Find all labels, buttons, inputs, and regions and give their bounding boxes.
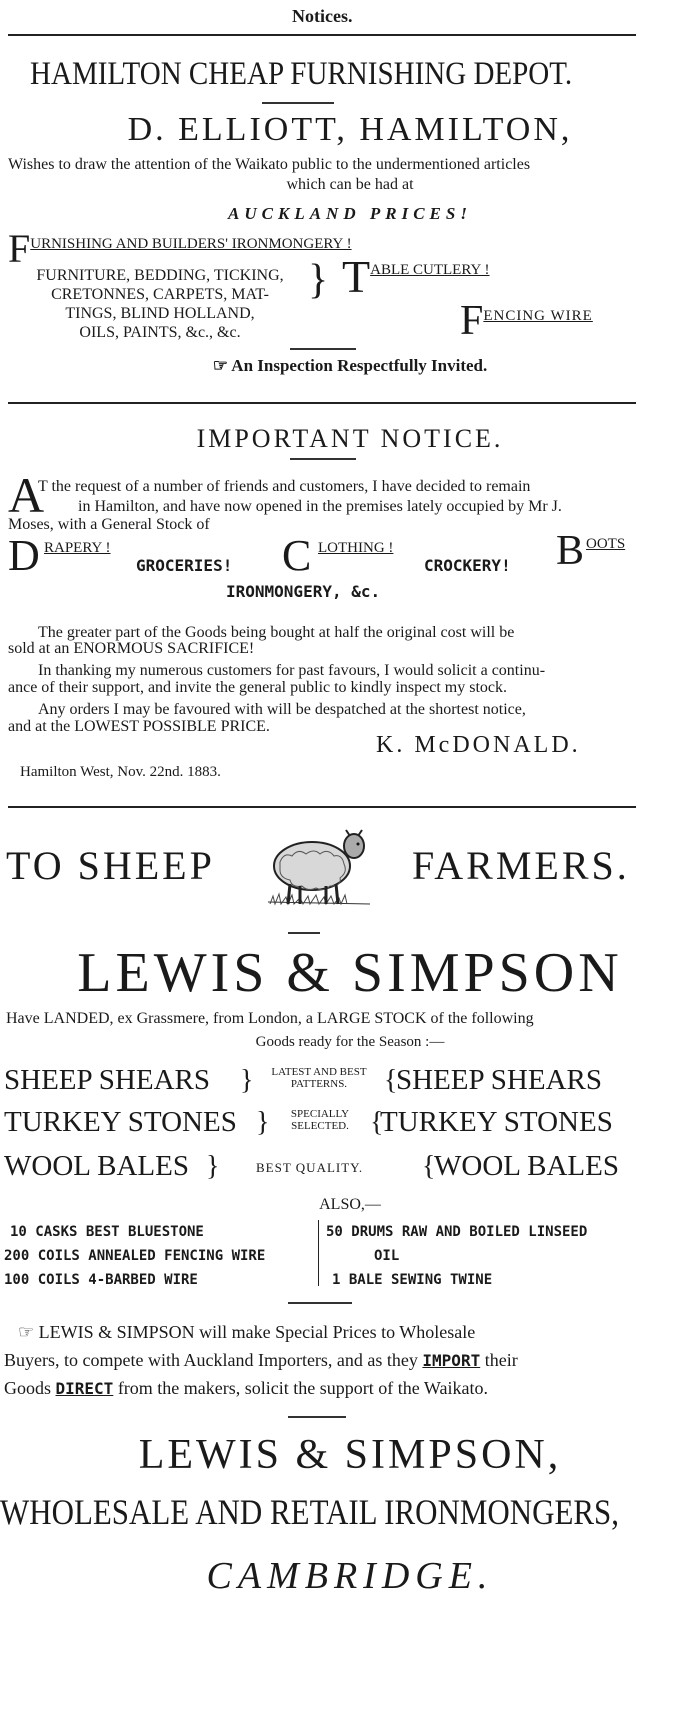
goods-list-right [326,1220,587,1292]
stock-item: WOOL BALES [4,1150,189,1182]
inspection-text: An Inspection Respectfully Invited. [231,356,488,375]
divider [290,458,356,460]
special-text: Goods [4,1378,52,1398]
list-item: 100 COILS 4-BARBED WIRE [4,1272,198,1288]
stock-item: WOOL BALES [434,1150,619,1182]
notice-line: ance of their support, and invite the general public to kindly inspect my stock. [8,679,507,696]
drop-initial: A [8,467,45,523]
section-rule [8,402,636,404]
drapery-text: RAPERY ! [44,540,111,556]
signature: K. McDONALD. [376,732,581,758]
note-line: PATTERNS. [290,1078,348,1090]
drop-initial: T [342,251,371,302]
list-item: 50 DRUMS RAW AND BOILED LINSEED [326,1224,588,1240]
notice-line: Moses, with a General Stock of [8,516,210,533]
also-label: ALSO,— [319,1196,381,1213]
intro-line: Wishes to draw the attention of the Waikato public to the undermentioned articles [8,156,531,173]
notice-line: In thanking my numerous customers for past favours, I would solicit a continu- [38,662,546,679]
closing-trade [0,1490,700,1534]
notice-line: Any orders I may be favoured with will be despatched at the shortest notice, [38,701,526,718]
proprietor-name: D. ELLIOTT, HAMILTON, [127,111,573,148]
brace: { [422,1151,436,1182]
stock-item: TURKEY STONES [4,1106,237,1138]
ad-title [30,54,646,94]
furniture-line: TINGS, BLIND HOLLAND, [65,305,255,322]
notice-line: sold at an ENORMOUS SACRIFICE! [8,640,255,657]
notice-line: in Hamilton, and have now opened in the premises lately occupied by Mr J. [78,498,562,515]
furniture-line: OILS, PAINTS, &c., &c. [79,324,241,341]
brace: { [370,1107,384,1138]
stock-note [254,1066,384,1090]
landed-line: Have LANDED, ex Grassmere, from London, a LARGE STOCK of the following [6,1010,534,1027]
notice-title: IMPORTANT NOTICE. [196,424,504,453]
special-line [18,1322,475,1343]
ironmongery-text: URNISHING AND BUILDERS' IRONMONGERY ! [30,236,352,252]
section-header: Notices. [292,6,353,26]
special-text: their [484,1350,518,1370]
list-item: OIL [374,1248,400,1264]
notice-line: and at the LOWEST POSSIBLE PRICE. [8,718,270,735]
list-item: 200 COILS ANNEALED FENCING WIRE [4,1248,266,1264]
furniture-list [6,266,314,342]
stock-note [262,1108,378,1132]
list-item: 10 CASKS BEST BLUESTONE [10,1224,204,1240]
column-divider [318,1220,319,1286]
dateline: Hamilton West, Nov. 22nd. 1883. [20,764,221,780]
note-line: SELECTED. [291,1120,349,1132]
fencing-wire-text: ENCING WIRE [483,308,593,324]
notice-line: The greater part of the Goods being bought at half the original cost will be [38,624,515,641]
clothing-text: LOTHING ! [318,540,394,556]
stock-item: SHEEP SHEARS [4,1064,211,1096]
section-rule [8,806,636,808]
furniture-line: CRETONNES, CARPETS, MAT- [51,286,269,303]
import-emphasis: IMPORT [422,1351,481,1370]
sheep-heading-right: FARMERS. [412,843,630,888]
cutlery-text: ABLE CUTLERY ! [370,262,490,278]
cutlery-line [342,251,490,302]
special-line [4,1350,518,1371]
boots-text: OOTS [586,536,626,552]
brace: } [240,1065,254,1096]
sheep-icon [266,822,372,914]
drop-initial: B [556,528,585,574]
note-line: SPECIALLY [290,1108,350,1120]
pointing-hand-icon: ☞ [212,356,228,375]
goods-list-left [4,1220,265,1292]
brace: } [308,257,329,303]
note-line: LATEST AND BEST [271,1066,367,1078]
closing-trade-text: WHOLESALE AND RETAIL IRONMONGERS, [0,1492,619,1532]
drop-initial: F [8,226,31,271]
firm-name: LEWIS & SIMPSON [77,942,623,1004]
drop-initial: C [282,531,312,580]
pointing-hand-icon: ☞ [18,1322,35,1342]
notice-line: T the request of a number of friends and customers, I have decided to remain [38,478,531,495]
divider [288,932,320,934]
furniture-line: FURNITURE, BEDDING, TICKING, [36,267,284,284]
ad-title-text: HAMILTON CHEAP FURNISHING DEPOT. [30,56,573,92]
intro-line: which can be had at [286,176,414,193]
closing-firm: LEWIS & SIMPSON, [138,1432,562,1478]
stock-note: BEST QUALITY. [256,1160,364,1175]
fencing-wire-line [460,300,593,342]
special-text: LEWIS & SIMPSON will make Special Prices to Wholesale [38,1322,476,1342]
groceries-label: GROCERIES! [136,556,233,575]
drop-initial: D [8,531,40,580]
special-text: Buyers, to compete with Auckland Importers, and as they [4,1350,418,1370]
stock-item: SHEEP SHEARS [396,1064,603,1096]
sheep-image [266,822,372,919]
special-text: from the makers, solicit the support of the Waikato. [117,1378,488,1398]
stock-item: TURKEY STONES [380,1106,613,1138]
brace: } [206,1151,220,1182]
list-item: 1 BALE SEWING TWINE [332,1272,493,1288]
crockery-label: CROCKERY! [424,556,511,575]
drop-initial: F [460,298,484,344]
prices-banner: AUCKLAND PRICES! [228,204,472,223]
header-rule [8,34,636,36]
sheep-heading-left: TO SHEEP [6,843,215,888]
special-line [4,1378,488,1399]
direct-emphasis: DIRECT [55,1379,114,1398]
inspection-line [0,356,700,376]
brace: } [256,1107,270,1138]
divider [290,348,356,350]
divider [262,102,334,104]
brace: { [384,1065,398,1096]
divider [288,1416,346,1418]
landed-line: Goods ready for the Season :— [255,1034,445,1050]
closing-town: CAMBRIDGE. [206,1555,494,1597]
divider [288,1302,352,1304]
ironmongery-label: IRONMONGERY, &c. [226,582,381,601]
